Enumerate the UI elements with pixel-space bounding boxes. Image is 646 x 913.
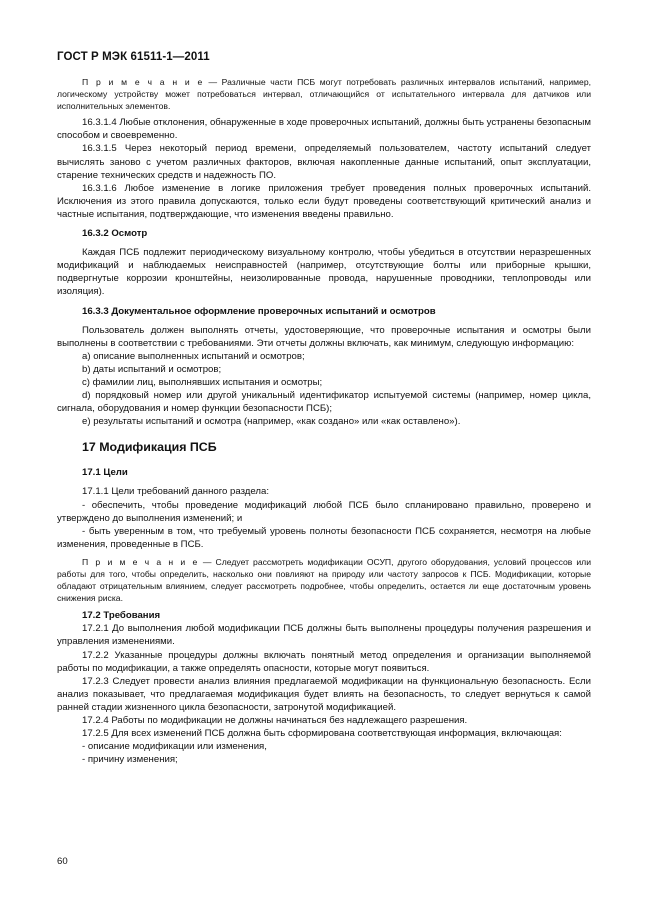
paragraph-16-3-1-4: 16.3.1.4 Любые отклонения, обнаруженные в ходе проверочных испытаний, должны быть устранены безопасным способом и своевременно. [57,117,591,142]
list-item-d: d) порядковый номер или другой уникальный идентификатор испытуемой системы (например, номер цикла, сигнала, оборудования и номер функции безопасности ПСБ); [57,390,591,415]
paragraph-17-1-1: 17.1.1 Цели требований данного раздела: [82,486,269,498]
paragraph-17-1-1-a: - обеспечить, чтобы проведение модификаций любой ПСБ было спланировано правильно, проверено и утверждено до выполнения изменений; и [57,499,591,524]
heading-17-2: 17.2 Требования [82,610,161,622]
page-content [57,76,591,766]
paragraph-17-2-3: 17.2.3 Следует провести анализ влияния предлагаемой модификации на функциональную безопасность. Если анализ показывает, что предлагаемая модификация будет влиять на безопасность, то следует вернуться к самой ранней стадии жизненного цикла безопасности, затронутой модификацией. [57,675,591,713]
note-label: П р и м е ч а н и е [82,77,204,87]
heading-16-3-2: 16.3.2 Осмотр [82,228,148,240]
heading-17: 17 Модификация ПСБ [82,440,217,455]
note-text: — Различные части ПСБ могут потребовать различных интервалов испытаний, например, логическому устройству может потребоваться интервал, отличающийся от испытательного интервала для датчиков или исполнительных элементов. [57,77,591,112]
paragraph-17-2-2: 17.2.2 Указанные процедуры должны включать понятный метод определения и организации выполняемой работы по модификации, а также определять опасности, которые могут появиться. [57,649,591,674]
paragraph-17-2-5: 17.2.5 Для всех изменений ПСБ должна быть сформирована соответствующая информация, включающая: [82,728,562,740]
list-item-e: e) результаты испытаний и осмотра (например, «как создано» или «как оставлено»). [82,416,461,428]
standard-header: ГОСТ Р МЭК 61511-1—2011 [57,51,210,63]
paragraph-16-3-3: Пользователь должен выполнять отчеты, удостоверяющие, что проверочные испытания и осмотры были выполнены в соответствии с требованиями. Эти отчеты должны включать, как минимум, следующую информацию: [57,324,591,349]
list-item-c: c) фамилии лиц, выполнявших испытания и осмотры; [82,376,323,388]
note-paragraph-2 [57,556,591,604]
list-item-b: b) даты испытаний и осмотров; [82,363,222,375]
list-item-a: a) описание выполненных испытаний и осмотров; [82,350,305,362]
note-label-2: П р и м е ч а н и е [82,556,199,567]
paragraph-16-3-1-6: 16.3.1.6 Любое изменение в логике приложения требует проведения полных проверочных испытаний. Исключения из этого правила допускаются, только если будут проведены соответствующий критический анализ и частные испытания, подтверждающие, что изменения введены правильно. [57,182,591,220]
note-text-2: — Следует рассмотреть модификации ОСУП, другого оборудования, условий процессов или работы для того, чтобы определить, насколько они повлияют на природу или частоту запросов к ПСБ. Модификации, которые обладают отрицательным влиянием, следует рассмотреть подробнее, чтобы определить, остается ли еще достаточным уровень снижения риска. [57,556,591,604]
paragraph-17-2-1: 17.2.1 До выполнения любой модификации ПСБ должны быть выполнены процедуры получения разрешения и управления изменениями. [57,623,591,648]
note-paragraph [57,76,591,112]
heading-17-1: 17.1 Цели [82,467,128,479]
heading-16-3-3: 16.3.3 Документальное оформление проверочных испытаний и осмотров [82,305,436,317]
paragraph-17-1-1-b: - быть уверенным в том, что требуемый уровень полноты безопасности ПСБ сохраняется, несмотря на любые изменения, проведенные в ПСБ. [57,525,591,550]
page-number: 60 [57,856,68,867]
paragraph-16-3-2: Каждая ПСБ подлежит периодическому визуальному контролю, чтобы убедиться в отсутствии неразрешенных модификаций и наблюдаемых неисправностей (например, отсутствующие болты или приборные крышки, подвергнутые коррозии кронштейны, неизолированные провода, нарушенные проводники, теплопроводы или изоляция). [57,247,591,298]
paragraph-17-2-4: 17.2.4 Работы по модификации не должны начинаться без надлежащего разрешения. [82,715,468,727]
paragraph-17-2-5-b: - причину изменения; [82,754,178,766]
paragraph-16-3-1-5: 16.3.1.5 Через некоторый период времени, определяемый пользователем, частоту испытаний следует вычислять заново с учетом различных факторов, включая накопленные данные испытаний, опыт эксплуатации, старение технических средств и надежность ПО. [57,143,591,181]
paragraph-17-2-5-a: - описание модификации или изменения, [82,741,267,753]
